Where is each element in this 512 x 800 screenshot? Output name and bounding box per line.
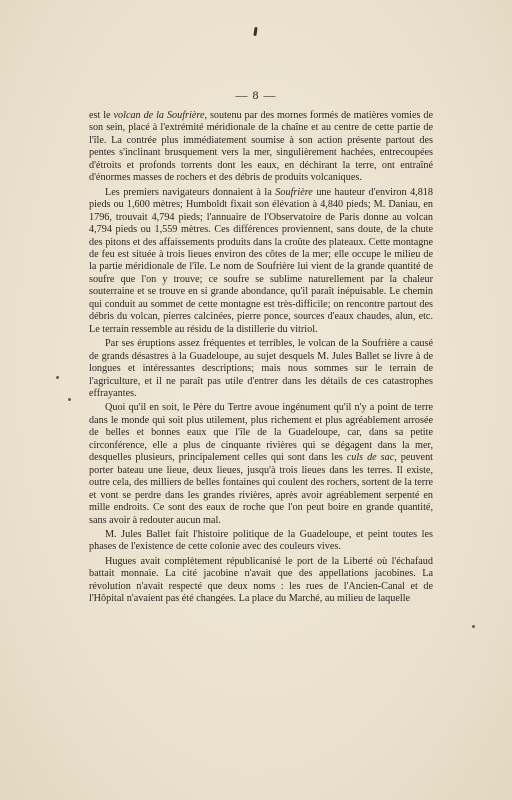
page-body-text bbox=[89, 110, 433, 606]
paragraph bbox=[89, 402, 433, 527]
text-run: M. Jules Ballet fait l'histoire politique de la Guadeloupe, et peint toutes les phases de l'existence de cette colonie avec des couleurs vives. bbox=[89, 528, 433, 553]
text-run: Par ses éruptions assez fréquentes et terribles, le volcan de la Soufrière a causé de grands désastres à la Guadeloupe, au sujet desquels M. Jules Ballet se livre à de longues et intéressantes descriptions; mais nous sommes sur le terrain de l'agriculture, et il ne paraît pas utile d'entrer dans les détails de ces catastrophes effrayantes. bbox=[89, 338, 433, 399]
text-run: Hugues avait complètement républicanisé le port de la Liberté où l'échafaud battait monnaie. La cité jacobine n'avait que des appellations jacobines. La révolution n'avait respecté que deux noms : les rues de l'Ancien-Canal et de l'Hôpital n'avaient pas été changées. La place du Marché, au milieu de laquelle bbox=[89, 555, 433, 605]
paragraph bbox=[89, 529, 433, 554]
paragraph bbox=[89, 187, 433, 336]
italic-text: volcan de la Soufrière bbox=[113, 110, 205, 121]
text-run: , soutenu par des mornes formés de matières vomies de son sein, placé à l'extrémité méridionale de la chaîne et au centre de cette partie de l'île. La contrée plus immédiatement soumise à son action présente partout des pentes s'inclinant brusquement vers la mer, singulièrement hachées, entrecoupées d'étroits et profonds torrents dont les eaux, en déchirant la terre, ont entraîné d'énormes masses de rochers et des débris de produits volcaniques. bbox=[89, 110, 433, 184]
margin-speck bbox=[56, 376, 59, 379]
text-run: Les premiers navigateurs donnaient à la bbox=[105, 186, 276, 198]
text-run: Quoi qu'il en soit, le Père du Tertre avoue ingénument qu'il n'y a point de terre dans le monde qui soit plus utilement, plus richement et plus agréablement arrosée de belles et bonnes eaux que l'île de la Guadeloupe, car, dans sa petite circonférence, elle a plus de cinquante rivières qui se dégagent dans la mer, desquelles plusieurs, principalement celles qui sont dans les bbox=[89, 402, 433, 464]
page-number: — 8 — bbox=[235, 88, 277, 102]
paragraph bbox=[89, 110, 433, 185]
italic-text: Soufrière bbox=[275, 186, 313, 198]
text-run: , peuvent porter bateau une lieue, deux lieues, jusqu'à trois lieues dans les terres. Il existe, outre cela, des milliers de belles fontaines qui coulent des rochers, sortent de la terre et vont se perdre dans les grandes rivières, après avoir agréablement serpenté en mille endroits. Ce sont des eaux de roche que l'on peut boire en grande quantité, sans avoir à redouter aucun mal. bbox=[89, 452, 434, 526]
italic-text: culs de sac bbox=[346, 452, 395, 464]
text-run: une hauteur d'environ 4,818 pieds ou 1,600 mètres; Humboldt fixait son élévation à 4,840 pieds; M. Daniau, en 1796, trouvait 4,794 pieds; l'annuaire de l'Observatoire de Paris donne au volcan 4,794 pieds ou 1,559 mètres. Ces différences proviennent, sans doute, de la chute des pitons et des affaissements produits dans la croûte des plateaux. Cette montagne de feu est située à trois lieues environ des côtes de la mer; elle occupe le milieu de la partie méridionale de l'île. Le nom de Soufrière lui vient de la grande quantité de soufre que l'on y trouve; ce soufre se sublime naturellement par la chaleur souterraine et se trouve en si grande abondance, qu'il paraît inépuisable. Le chemin qui conduit au sommet de cette montagne est très-difficile; on rencontre partout des débris du volcan, pierres calcinées, pierre ponce, sources d'eaux chaudes, alun, etc. Le terrain ressemble au résidu de la distillerie du vitriol. bbox=[89, 186, 433, 335]
text-run: est le bbox=[89, 110, 114, 121]
paragraph bbox=[89, 556, 433, 606]
paragraph bbox=[89, 338, 433, 400]
ink-mark bbox=[253, 27, 257, 36]
margin-speck bbox=[68, 398, 71, 401]
margin-speck bbox=[472, 625, 475, 628]
